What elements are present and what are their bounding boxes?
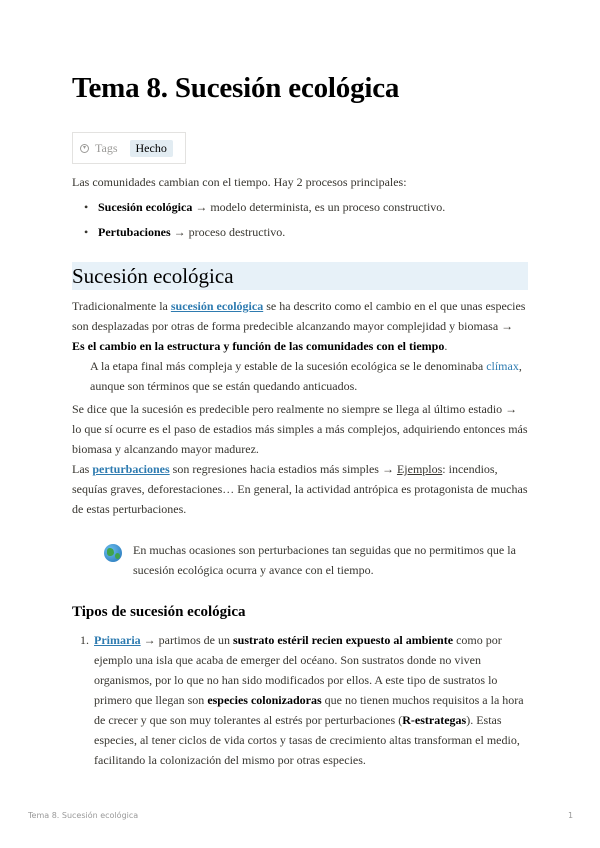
link-climax[interactable]: clímax <box>486 359 519 373</box>
footer-title: Tema 8. Sucesión ecológica <box>28 811 139 820</box>
bullet-text: → modelo determinista, es un proceso constructivo. <box>192 200 446 214</box>
bold-text: sustrato estéril recien expuesto al ambiente <box>232 633 454 647</box>
callout-text: En muchas ocasiones son perturbaciones tan seguidas que no permitimos que la sucesión ecológica ocurra y avance con el tiempo. <box>133 543 516 577</box>
list-item <box>94 630 530 770</box>
properties-box <box>72 132 186 164</box>
paragraph <box>72 459 528 519</box>
text-run: ). Estas especies, al tener ciclos de vida cortos y tasas de crecimiento altas transforman el medio, facilitando la colonización del mismo por otras especies. <box>94 713 520 767</box>
bullet-item <box>98 197 445 217</box>
text-run: Las <box>72 462 93 476</box>
list-number: 1. <box>80 633 89 647</box>
text-run: como por ejemplo una isla que acaba de emerger del océano. Son sustratos donde no viven organismos, por lo que no han sido modificados por ellos. A este tipo de sustratos lo primero que llegan son <box>94 633 502 707</box>
tag-badge[interactable]: Hecho <box>130 140 173 157</box>
subheading: Tipos de sucesión ecológica <box>72 604 246 620</box>
paragraph <box>72 296 528 356</box>
text-run: , aunque son términos que se están quedando anticuados. <box>90 359 522 393</box>
bold-text: Es el cambio en la estructura y función de las comunidades con el tiempo <box>72 339 445 353</box>
text-run: → partimos de un <box>140 633 233 647</box>
page-number: 1 <box>568 811 574 820</box>
section-heading: Sucesión ecológica <box>72 262 528 290</box>
tags-icon: ▾ <box>80 144 89 153</box>
bullet-term: Sucesión ecológica <box>98 200 193 214</box>
bold-text: R-estrategas <box>402 713 467 727</box>
text-run: Tradicionalmente la <box>72 299 171 313</box>
intro-text: Las comunidades cambian con el tiempo. Hay 2 procesos principales: <box>72 175 407 189</box>
text-run: A la etapa final más compleja y estable de la sucesión ecológica se le denominaba <box>90 359 487 373</box>
tags-label: Tags <box>95 140 118 155</box>
bullet-term: Pertubaciones <box>98 225 171 239</box>
underlined-text: Ejemplos <box>396 462 443 476</box>
callout-box <box>72 534 528 584</box>
link-sucesion[interactable]: sucesión ecológica <box>170 299 264 313</box>
text-run: : incendios, sequías graves, deforestaciones… En general, la actividad antrópica es protagonista de muchas de estas perturbaciones. <box>72 462 528 516</box>
globe-icon <box>104 544 122 562</box>
text-run: se ha descrito como el cambio en el que unas especies son desplazadas por otras de forma predecible alcanzando mayor complejidad y biomasa → <box>72 299 526 333</box>
page-title: Tema 8. Sucesión ecológica <box>72 72 400 104</box>
text-run: que no tienen muchos requisitos a la hora de crecer y que son muy tolerantes al estrés por perturbaciones ( <box>94 693 524 727</box>
bullet-item <box>98 222 285 242</box>
paragraph: Se dice que la sucesión es predecible pero realmente no siempre se llega al último estadio → lo que sí ocurre es el paso de estadios más simples a más complejos, adquiriendo entonces más biomasa y alcanzando mayor madurez. <box>72 402 528 456</box>
link-perturbaciones[interactable]: perturbaciones <box>92 462 170 476</box>
text-run: . <box>444 339 448 353</box>
bullet-text: → proceso destructivo. <box>170 225 286 239</box>
link-primaria[interactable]: Primaria <box>94 633 141 647</box>
quote-block <box>90 356 530 396</box>
bold-text: especies colonizadoras <box>207 693 322 707</box>
text-run: son regresiones hacia estadios más simples → <box>169 462 397 476</box>
